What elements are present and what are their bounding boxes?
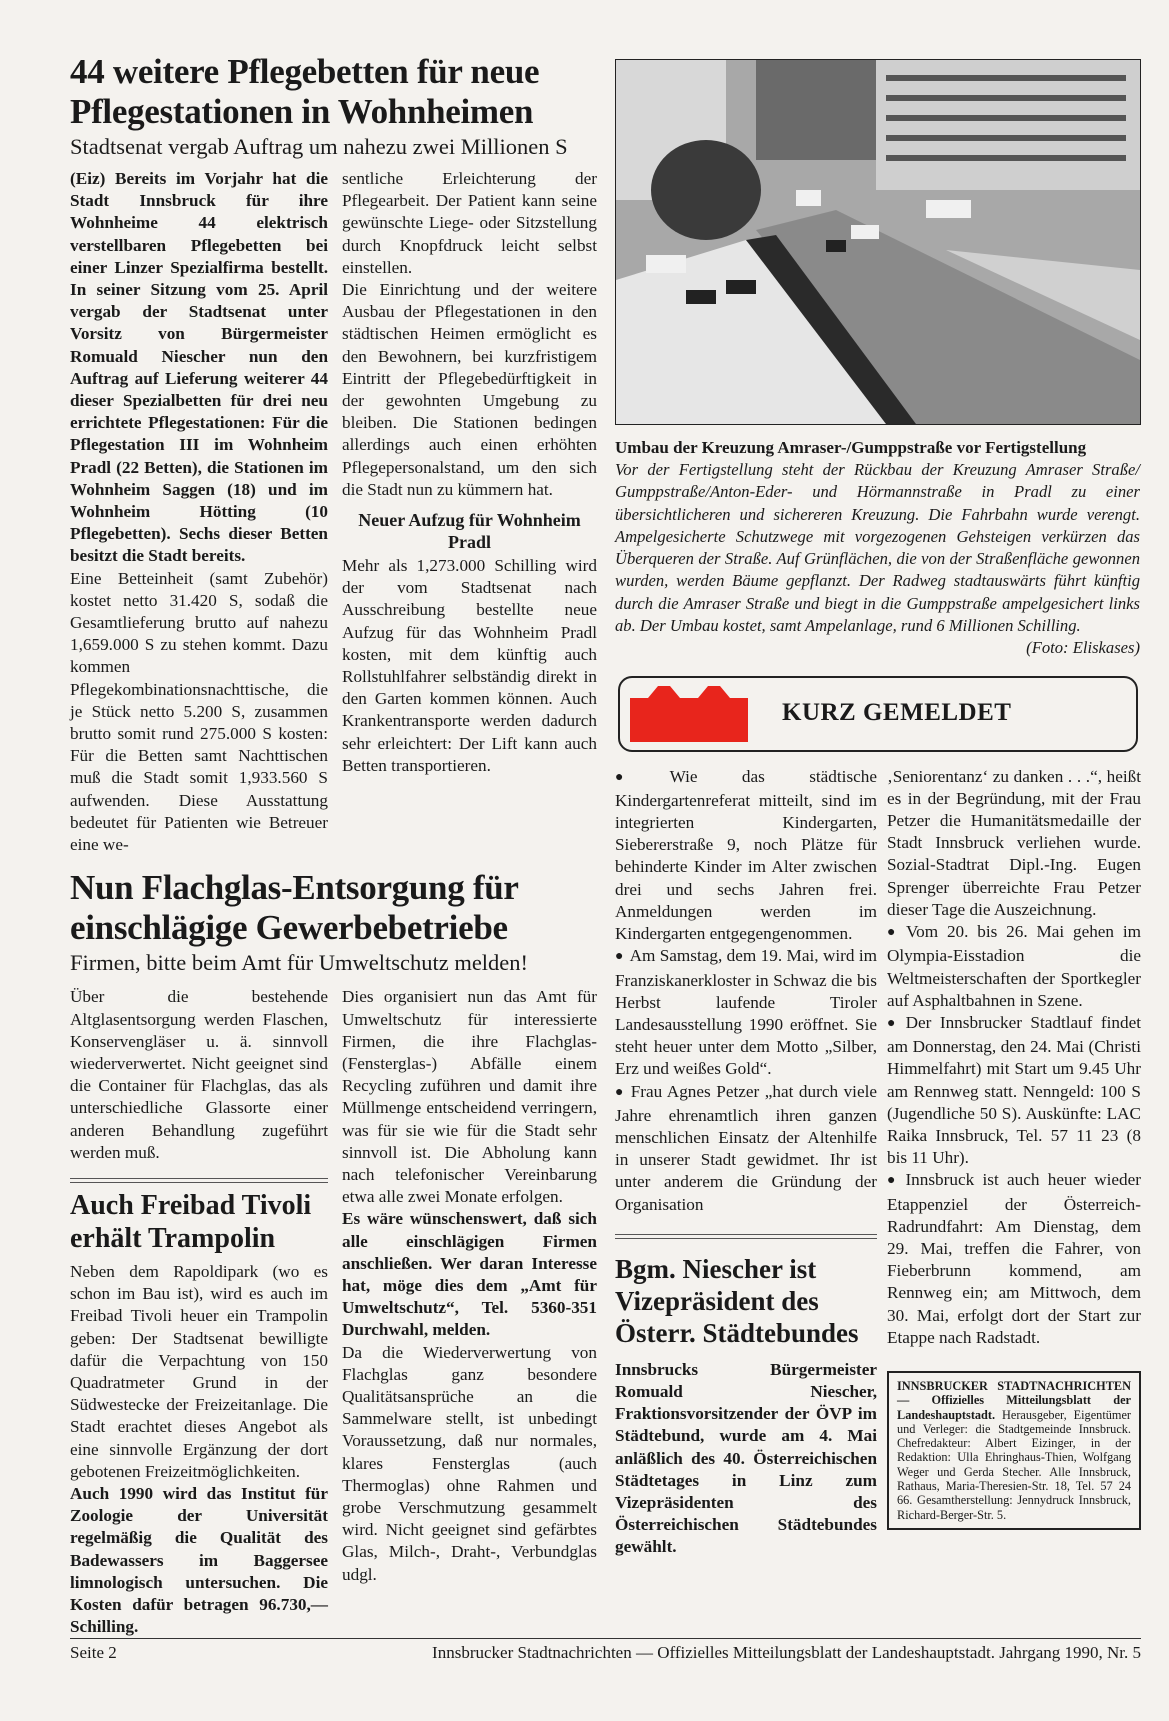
- article1-paragraph: Mehr als 1,273.000 Schilling wird der vom Stadtsenat nach Ausschreibung bestellte neue Aufzug für das Wohnheim Pradl kosten, mit dem künftig auch Rollstuhlfahrer selbständig direkt in den Garten kommen können. Auch Krankentransporte werden dadurch sehr erleichtert: Der Lift kann auch Betten transportieren.: [342, 556, 597, 775]
- photo-caption: [615, 459, 1140, 660]
- news-item: ● Der Innsbrucker Stadtlauf findet am Donnerstag, den 24. Mai (Christi Himmelfahrt) mit Start um 9.45 Uhr am Rennweg statt. Nenngeld: 100 S (Jugendliche 50 S). Auskünfte: LAC Raika Innsbruck, Tel. 57 11 23 (8 bis 11 Uhr).: [887, 1012, 1141, 1169]
- right-lower-column-2: [887, 766, 1141, 1530]
- kurz-gemeldet-title: KURZ GEMELDET: [782, 698, 1012, 726]
- news-item: ● Innsbruck ist auch heuer wieder Etappenziel der Österreich-Radrundfahrt: Am Dienstag, dem 29. Mai, treffen die Fahrer, von Fieberbrunn kommend, am Rennweg ein; am Mittwoch, dem 30. Mai, erfolgt dort der Start zur Etappe nach Radstadt.: [887, 1169, 1141, 1349]
- article2-column-2: [342, 986, 597, 1585]
- footer: [70, 1638, 1141, 1663]
- photo-caption-title: Umbau der Kreuzung Amraser-/Gumppstraße vor Fertigstellung: [615, 438, 1087, 457]
- article3-headline: Auch Freibad Tivoli erhält Trampolin: [70, 1189, 312, 1254]
- impressum-text: Herausgeber, Eigentümer und Verleger: die Stadtgemeinde Innsbruck. Chefredakteur: Albert Eizinger, in der Redaktion: Ulla Ehringhaus-Thien, Wolfgang Weger und Gerda Stecher. Alle Innsbruck, Rathaus, Maria-Theresien-Str. 18, Tel. 57 24 66. Gesamtherstellung: Jennydruck Innsbruck, Richard-Berger-Str. 5.: [897, 1407, 1131, 1522]
- left-lower-column: [70, 986, 328, 1638]
- article3-body: [70, 1261, 328, 1638]
- article1-paragraph: Die Einrichtung und der weitere Ausbau der Pflegestationen in den städtischen Heimen ermöglicht es den Bewohnern, bei kurzfristigem Eintritt der Pflegebedürftigkeit in der gewohnten Umgebung zu bleiben. Die Stationen bedingen allerdings auch einen erhöhten Pflegepersonalstand, um den sich die Stadt nun zu kümmern hat.: [342, 280, 597, 499]
- kurz-column-2: [887, 766, 1141, 1349]
- article1-headline: 44 weitere Pflegebetten für neue Pflegestationen in Wohnheimen: [70, 52, 540, 131]
- news-item-continued: ‚Seniorentanz‘ zu danken . . .“, heißt es in der Begründung, mit der Frau Petzer die Humanitätsmedaille der Stadt Innsbruck verliehen wurde. Sozial-Stadtrat Dipl.-Ing. Eugen Sprenger überreichte Frau Petzer dieser Tage die Auszeichnung.: [887, 766, 1141, 919]
- article2-appeal: Es wäre wünschenswert, daß sich alle einschlägigen Firmen anschließen. Wer daran Interesse hat, möge dies dem „Amt für Umweltschutz“, Tel. 5360-351 Durchwahl, melden.: [342, 1209, 597, 1340]
- article4-body: [615, 1359, 877, 1559]
- article4-paragraph: Innsbrucks Bürgermeister Romuald Niescher, Fraktionsvorsitzender der ÖVP im Städtebund, wurde am 4. Mai anläßlich des 40. Österreichischen Städtetages in Linz zum Vizepräsidenten des Österreichischen Städtebundes gewählt.: [615, 1359, 877, 1557]
- impressum-box: [887, 1371, 1141, 1530]
- city-logo-icon: [630, 684, 748, 742]
- page-number: Seite 2: [70, 1643, 117, 1663]
- kurz-column-1: [615, 766, 877, 1216]
- news-item: ● Vom 20. bis 26. Mai gehen im Olympia-Eisstadion die Weltmeisterschaften der Sportkegler auf Asphaltbahnen in Szene.: [887, 921, 1141, 1012]
- news-item: ● Frau Agnes Petzer „hat durch viele Jahre ehrenamtlich ihren ganzen menschlichen Einsatz der Altenhilfe in unserer Stadt gewidmet. Ihr ist unter anderem die Gründung der Organisation: [615, 1081, 877, 1216]
- article1-columns: [70, 168, 597, 856]
- kurz-gemeldet-header: [618, 676, 1138, 752]
- article1-paragraph: sentliche Erleichterung der Pflegearbeit. Der Patient kann seine gewünschte Liege- oder Sitzstellung durch Knopfdruck leicht selbst einstellen.: [342, 169, 597, 277]
- footer-masthead: Innsbrucker Stadtnachrichten — Offizielles Mitteilungsblatt der Landeshauptstadt. Jahrgang 1990, Nr. 5: [432, 1643, 1141, 1663]
- article2-paragraph: Über die bestehende Altglasentsorgung werden Flaschen, Konservengläser u. ä. sinnvoll wiederverwertet. Nicht geeignet sind die Container für Flachglas, das als unterschiedliche Glassorte einer anderen Behandlung zugeführt werden muß.: [70, 987, 328, 1162]
- article1-subhead: Neuer Aufzug für Wohnheim Pradl: [358, 510, 581, 553]
- article2-columns: [70, 986, 597, 1638]
- article2-paragraph: Da die Wiederverwertung von Flachglas ganz besondere Qualitätsansprüche an die Sammelware stellt, ist unbedingt Voraussetzung, daß nur normales, klares Fensterglas (auch Thermoglas) ohne Rahmen und grobe Verschmutzung gesammelt wird. Nicht geeignet sind gefärbtes Glas, Milch-, Draht-, Verbundglas udgl.: [342, 1342, 597, 1584]
- right-area: [615, 52, 1141, 1559]
- page-body: [70, 52, 1141, 1638]
- news-item: ● Wie das städtische Kindergartenreferat mitteilt, sind im integrierten Kindergarten, Siebererstraße 9, noch Plätze für behinderte Kinder im Alter zwischen drei und sechs Jahren frei. Anmeldungen werden im Kindergarten entgegengenommen.: [615, 766, 877, 946]
- article1-column-1: [70, 168, 328, 856]
- article1-lead: (Eiz) Bereits im Vorjahr hat die Stadt Innsbruck für ihre Wohnheime 44 elektrisch verstellbaren Pflegebetten bei einer Linzer Spezialfirma bestellt. In seiner Sitzung vom 25. April vergab der Stadtsenat unter Vorsitz von Bürgermeister Romuald Niescher nun den Auftrag auf Lieferung weiterer 44 dieser Spezialbetten für drei neu errichtete Pflegestationen: Für die Pflegestation III im Wohnheim Pradl (22 Betten), die Stationen im Wohnheim Saggen (18) und im Wohnheim Hötting (10 Pflegebetten). Sechs dieser Betten besitzt die Stadt bereits.: [70, 169, 328, 566]
- news-item: ● Am Samstag, dem 19. Mai, wird im Franziskanerkloster in Schwaz die bis Herbst laufende Tiroler Landesausstellung 1990 eröffnet. Sie steht heuer unter dem Motto „Silber, Erz und weißes Gold“.: [615, 945, 877, 1080]
- right-lower-column-1: [615, 766, 877, 1559]
- article3-paragraph: Neben dem Rapoldipark (wo es schon im Bau ist), wird es auch im Freibad Tivoli heuer ein Trampolin geben: Der Stadtsenat bewilligte dafür die Verpachtung von 150 Quadratmeter Grund in der Südwestecke der Freizeitanlage. Die Stadt erachtet dieses Angebot als eine sinnvolle Ergänzung der dort gebotenen Freizeitmöglichkeiten.: [70, 1261, 328, 1481]
- article3-bold-paragraph: Auch 1990 wird das Institut für Zoologie der Universität regelmäßig die Qualität des Badewassers im Baggersee limnologisch untersuchen. Die Kosten dafür betragen 96.730,— Schilling.: [70, 1483, 328, 1637]
- divider-rule: [615, 1234, 877, 1239]
- intersection-photo: [615, 59, 1141, 425]
- article1-paragraph: Eine Betteinheit (samt Zubehör) kostet netto 31.420 S, sodaß die Gesamtlieferung brutto auf nahezu 1,659.000 S zu stehen kommt. Dazu kommen Pflegekombinationsnachttische, die je Stück netto 5.200 S, zusammen brutto somit rund 275.000 S kosten: Für die Betten samt Nachttischen muß die Stadt somit 1,933.560 S aufwenden. Diese Ausstattung bedeutet für Patienten wie Betreuer eine we-: [70, 568, 328, 855]
- article2-subheadline: Firmen, bitte beim Amt für Umweltschutz melden!: [70, 950, 529, 976]
- article2-column-1: [70, 986, 328, 1164]
- article2-headline: Nun Flachglas-Entsorgung für einschlägige Gewerbebetriebe: [70, 868, 518, 948]
- photo-credit: (Foto: Eliskases): [1026, 638, 1140, 658]
- divider-rule: [70, 1178, 328, 1183]
- article2-paragraph: Dies organisiert nun das Amt für Umweltschutz für interessierte Firmen, die ihre Flachglas- (Fensterglas-) Abfälle einem Recycling zuführen und damit ihre Müllmenge entscheidend verringern, was für sie wie für die Stadt sehr sinnvoll ist. Die Abholung kann nach telefonischer Vereinbarung etwa alle zwei Monate erfolgen.: [342, 987, 597, 1207]
- kurz-columns: [615, 766, 1141, 1559]
- article4-headline: Bgm. Niescher ist Vizepräsident des Österr. Städtebundes: [615, 1253, 859, 1348]
- article1-subheadline: Stadtsenat vergab Auftrag um nahezu zwei Millionen S: [70, 134, 568, 159]
- photo-caption-text: Vor der Fertigstellung steht der Rückbau der Kreuzung Amraser Straße/ Gumppstraße/Anton-Eder- und Hörmannstraße in Pradl zu einer übersichtlicheren und sichereren Kreuzung. Die Fahrbahn wurde verengt. Ampelgesicherte Schutzwege mit vorgezogenen Gehsteigen verkürzen das Überqueren der Straße. Auf Grünflächen, die von der Straßenfläche gewonnen wurden, werden Bäume gepflanzt. Der Radweg stadtauswärts führt künftig durch die Amraser Straße und biegt in die Gumppstraße ampelgesichert links ab. Der Umbau kostet, samt Ampelanlage, rund 6 Millionen Schilling.: [615, 460, 1140, 636]
- left-area: [70, 52, 597, 1638]
- impressum-title: INNSBRUCKER STADTNACHRICHTEN — Offizielles Mitteilungsblatt der Landeshauptstadt.: [897, 1378, 1131, 1422]
- article1-column-2: [342, 168, 597, 777]
